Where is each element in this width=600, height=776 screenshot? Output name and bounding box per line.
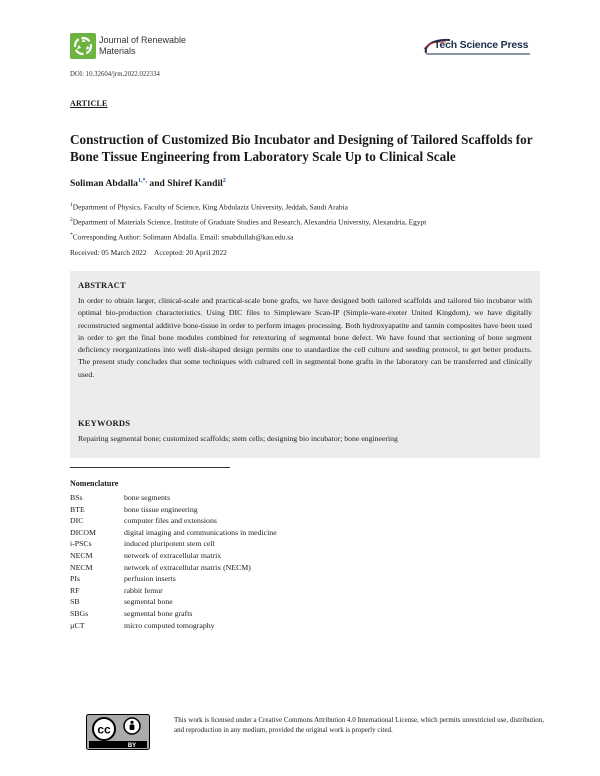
corresponding-author: [70, 232, 293, 241]
affiliation-2: [70, 217, 426, 226]
nomenclature-row: [70, 492, 370, 504]
nomenclature-definition: bone segments: [124, 493, 171, 502]
nomenclature-definition: segmental bone: [124, 597, 173, 607]
nomenclature-row: [70, 608, 370, 620]
nomenclature-definition: network of extracellular matrix (NECM): [124, 562, 251, 572]
nomenclature-abbr: NECM: [70, 550, 93, 560]
nomenclature-row: [70, 620, 370, 632]
nomenclature-row: [70, 550, 370, 562]
doi[interactable]: DOI: 10.32604/jrm.2022.022334: [70, 71, 160, 78]
affiliation-1-sup: 1: [70, 202, 73, 208]
nomenclature-row: [70, 573, 370, 585]
received-date: Received: 05 March 2022: [70, 248, 147, 257]
nomenclature-row: [70, 596, 370, 608]
affiliation-1-text: Department of Physics, Faculty of Science, King Abdulaziz University, Jeddah, Saudi Arabia: [72, 202, 348, 212]
affiliation-1: [70, 202, 348, 211]
nomenclature-abbr: BSs: [70, 493, 83, 502]
journal-name-line2: Materials: [99, 46, 136, 56]
nomenclature-row: [70, 515, 370, 527]
corresponding-author-text[interactable]: Corresponding Author: Solimann Abdalla. Email: smabdullah@kau.edu.sa: [72, 232, 294, 242]
corresponding-author-sup: *: [70, 232, 73, 238]
nomenclature-abbr: PIs: [70, 574, 80, 584]
nomenclature-abbr: RF: [70, 585, 80, 595]
nomenclature-row: [70, 585, 370, 597]
nomenclature-row: [70, 562, 370, 574]
nomenclature-definition: segmental bone grafts: [124, 608, 193, 618]
license-text: This work is licensed under a Creative Commons Attribution 4.0 International License, which permits unrestricted use, distribution, and reproduction in any medium, provided the original work is properly cited.: [174, 716, 544, 734]
nomenclature-abbr: SB: [70, 597, 80, 607]
article-type-label: ARTICLE: [70, 99, 108, 108]
nomenclature-abbr: µCT: [70, 620, 85, 630]
author-2: Shiref Kandil: [167, 178, 223, 190]
article-dates: [70, 248, 233, 257]
nomenclature-abbr: DICOM: [70, 527, 96, 537]
author-line: [70, 178, 226, 189]
nomenclature-definition: micro computed tomography: [124, 620, 215, 630]
nomenclature-definition: perfusion inserts: [124, 574, 176, 584]
nomenclature-abbr: SBGs: [70, 608, 89, 618]
article-title: Construction of Customized Bio Incubator and Designing of Tailored Scaffolds for Bone Tissue Engineering from Laboratory Scale Up to Clinical Scale: [70, 132, 533, 164]
affiliation-2-text: Department of Materials Science, Institute of Graduate Studies and Research, Alexandria University, Alexandria, Egypt: [72, 217, 427, 227]
author-1-sup[interactable]: 1,*,: [137, 178, 147, 184]
keywords-text: Repairing segmental bone; customized scaffolds; stem cells; designing bio incubator; bone engineering: [78, 434, 398, 443]
publisher-logo: [420, 37, 532, 57]
nomenclature-definition: network of extracellular matrix: [124, 550, 222, 560]
journal-name-line1: Journal of Renewable: [99, 35, 187, 45]
nomenclature-definition: computer files and extensions: [124, 516, 217, 526]
nomenclature-list: [70, 492, 370, 631]
author-1: Soliman Abdalla: [70, 178, 138, 190]
author-separator: and: [149, 178, 165, 190]
nomenclature-abbr: BTE: [70, 504, 85, 514]
affiliation-2-sup: 2: [70, 217, 73, 223]
abstract-heading: ABSTRACT: [78, 280, 126, 290]
cc-label: cc: [97, 722, 111, 737]
nomenclature-abbr: i-PSCs: [70, 539, 92, 549]
nomenclature-row: [70, 538, 370, 550]
accepted-date: Accepted: 20 April 2022: [154, 248, 227, 257]
nomenclature-divider: [70, 467, 230, 468]
nomenclature-definition: rabbit femur: [124, 585, 163, 595]
by-label: BY: [127, 743, 137, 750]
publisher-name: Tech Science Press: [434, 39, 529, 51]
nomenclature-abbr: DIC: [70, 516, 84, 526]
nomenclature-definition: digital imaging and communications in medicine: [124, 527, 277, 537]
journal-logo-icon: [70, 33, 96, 59]
cc-by-license-icon[interactable]: [86, 714, 150, 750]
keywords-heading: KEYWORDS: [78, 418, 131, 428]
nomenclature-heading: Nomenclature: [70, 479, 119, 488]
nomenclature-definition: induced pluripotent stem cell: [124, 539, 215, 549]
abstract-text: In order to obtain larger, clinical-scale and practical-scale bone grafts, we have designed both tailored scaffolds and tailored bio incubator with optimal bio-production characteristics. Using DIC files to Simpleware Scan-IP (Simple-ware-exeter United Kingdom), we have digitally reconstructed segmental additive bone-tissue in order to perform images processing. Both hydroxyapatite and tannin composites have been used in order to get the final bone modules combined for retexturing of segmental bone defect. We have found that sectioning of bone segment deficiency reorganizations into well disk-shaped design permits one to standardize the cell culture and seeding protocol, to get better products. The present study concludes that some techniques with cultured cell in segmental bone grafts in the laboratory can be transferred and clinically used.: [78, 296, 532, 379]
journal-name: [99, 35, 186, 57]
nomenclature-definition: bone tissue engineering: [124, 504, 198, 514]
author-2-sup[interactable]: 2: [222, 178, 226, 184]
nomenclature-abbr: NECM: [70, 562, 93, 572]
nomenclature-row: [70, 504, 370, 516]
nomenclature-row: [70, 527, 370, 539]
